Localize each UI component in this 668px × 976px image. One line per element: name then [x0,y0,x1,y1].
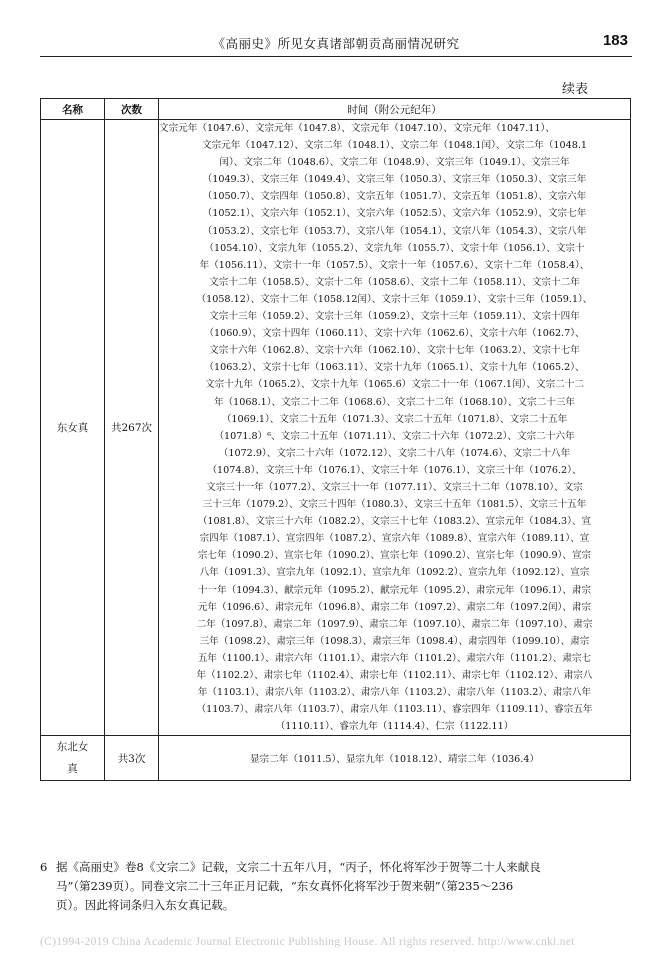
date-line: 文宗三十一年（1077.2）、文宗三十一年（1077.11）、文宗三十二年（1078.10）、文宗 [206,481,583,493]
date-line: 年（1068.1）、文宗二十二年（1068.6）、文宗二十二年（1068.10）、文宗二十三年 [213,396,576,408]
date-line: （1081.8）、文宗三十六年（1082.2）、文宗三十七年（1083.2）、宣宗元年（1084.3）、宣 [197,516,592,528]
copyright-watermark: (C)1994-2019 China Academic Journal Electronic Publishing House. All rights reserved. http://www.cnki.net [40,936,575,948]
date-line: （1069.1）、文宗二十五年（1071.3）、文宗二十五年（1071.8）、文宗二十五年 [221,413,568,425]
date-line: （1058.12）、文宗十二年（1058.12闰）、文宗十三年（1059.1）、文宗十三年（1059.1）、 [196,293,593,305]
tribute-count: 共267次 [105,120,159,736]
tribute-dates [159,120,631,736]
tribe-name-line: 东北女 [56,741,89,754]
footnote-line [40,858,630,877]
date-line: （1054.10）、文宗九年（1055.2）、文宗九年（1055.7）、文宗十年（1056.1）、文宗十 [204,242,585,254]
date-line: 三十三年（1079.2）、文宗三十四年（1080.3）、文宗三十五年（1081.5）、文宗三十五年 [202,499,587,511]
footnote-text: 据《高丽史》卷8《文宗二》记载，文宗二十五年八月，“丙子，怀化将军沙于贺等二十人来献良 [56,860,541,874]
date-line: （1060.9）、文宗十四年（1060.11）、文宗十六年（1062.6）、文宗十六年（1062.7）、 [204,328,585,340]
footnote-text: 页）。因此将词条归入东女真记载。 [56,898,235,912]
footnote-line [40,877,630,896]
footnote-number: 6 [40,860,48,874]
date-line: 元年（1096.6）、肃宗元年（1096.8）、肃宗二年（1097.2）、肃宗二年（1097.2闰）、肃宗 [197,601,592,613]
date-line: （1072.9）、文宗二十六年（1072.12）、文宗二十八年（1074.6）、文宗二十八年 [218,447,571,459]
header-count: 次数 [105,99,159,120]
tribute-table [40,98,631,781]
tribute-count: 共3次 [105,736,159,781]
running-header [40,32,632,57]
date-line: （1049.3）、文宗三年（1049.4）、文宗三年（1050.3）、文宗三年（1050.3）、文宗三年 [202,174,587,186]
date-line: （1074.8）、文宗三十年（1076.1）、文宗三十年（1076.1）、文宗三十年（1076.2）、 [207,464,582,476]
date-line: 文宗十三年（1059.2）、文宗十三年（1059.2）、文宗十三年（1059.11）、文宗十四年 [209,311,580,323]
date-line: 文宗十六年（1062.8）、文宗十六年（1062.10）、文宗十七年（1063.2）、文宗十七年 [209,345,580,357]
table-row-east-jurchen [41,120,631,736]
header-time: 时间（附公元纪年） [159,99,631,120]
header-name: 名称 [41,99,105,120]
table-header-row [41,99,631,120]
page-number: 183 [602,32,628,49]
date-line: 文宗元年（1047.12）、文宗二年（1048.1）、文宗二年（1048.1闰）、文宗二年（1048.1 [201,140,587,152]
date-line: （1110.11）、睿宗九年（1114.4）、仁宗（1122.11） [275,721,514,733]
date-line: 五年（1100.1）、肃宗六年（1101.1）、肃宗六年（1101.2）、肃宗六年（1101.2）、肃宗七 [197,652,592,664]
date-line: （1052.1）、文宗六年（1052.1）、文宗六年（1052.5）、文宗六年（1052.9）、文宗七年 [202,208,587,220]
date-line: 闰）、文宗二年（1048.6）、文宗二年（1048.9）、文宗三年（1049.1）、文宗三年 [219,157,570,169]
date-line: 二年（1097.8）、肃宗二年（1097.9）、肃宗二年（1097.10）、肃宗二年（1097.10）、肃宗 [196,618,593,630]
date-line: （1050.7）、文宗四年（1050.8）、文宗五年（1051.7）、文宗五年（1051.8）、文宗六年 [202,191,587,203]
date-line: 三年（1098.2）、肃宗三年（1098.3）、肃宗三年（1098.4）、肃宗四年（1099.10）、肃宗 [199,635,590,647]
table-row-northeast-jurchen [41,736,631,781]
date-line: 年（1056.11）、文宗十一年（1057.5）、文宗十一年（1057.6）、文宗十二年（1058.4）、 [199,259,590,271]
tribute-dates: 显宗二年（1011.5）、显宗九年（1018.12）、靖宗二年（1036.4） [159,736,631,781]
running-title: 《高丽史》所见女真诸部朝贡高丽情况研究 [212,36,460,51]
date-line: 八年（1091.3）、宣宗九年（1092.1）、宣宗九年（1092.2）、宣宗九年（1092.12）、宣宗 [199,567,590,579]
date-line: （1071.8）⁶、文宗二十五年（1071.11）、文宗二十六年（1072.2）、文宗二十六年 [214,430,575,442]
date-line: （1063.2）、文宗十七年（1063.11）、文宗十九年（1065.1）、文宗十九年（1065.2）、 [204,362,585,374]
tribe-name [41,736,105,781]
footnote-text: 马”（第239页）。同卷文宗二十三年正月记载，“东女真怀化将军沙于贺来朝”（第235～236 [56,879,514,893]
date-line: （1053.2）、文宗七年（1053.7）、文宗八年（1054.1）、文宗八年（1054.3）、文宗八年 [202,225,587,237]
date-line: 文宗十二年（1058.5）、文宗十二年（1058.6）、文宗十二年（1058.11）、文宗十二年 [209,276,580,288]
continued-table-label: 续表 [561,82,588,97]
footnote-line [40,896,630,915]
footnote [40,858,630,915]
date-line: 十一年（1094.3）、献宗元年（1095.2）、献宗元年（1095.2）、肃宗元年（1096.1）、肃宗 [197,584,592,596]
date-line: 年（1103.1）、肃宗八年（1103.2）、肃宗八年（1103.2）、肃宗八年（1103.2）、肃宗八年 [197,687,592,699]
date-line: （1103.7）、肃宗八年（1103.7）、肃宗八年（1103.11）、睿宗四年（1109.11）、睿宗五年 [196,704,593,716]
date-line: 文宗元年（1047.6）、文宗元年（1047.8）、文宗元年（1047.10）、文宗元年（1047.11）、 [159,123,555,134]
date-line: 宗四年（1087.1）、宣宗四年（1087.2）、宣宗六年（1089.8）、宣宗六年（1089.11）、宣 [199,533,590,545]
date-line: 文宗十九年（1065.2）、文宗十九年（1065.6）文宗二十一年（1067.1闰）、文宗二十二 [205,379,584,391]
date-line: 宗七年（1090.2）、宣宗七年（1090.2）、宣宗七年（1090.2）、宣宗七年（1090.9）、宣宗 [197,550,592,562]
tribe-name: 东女真 [41,120,105,736]
tribe-name-line: 真 [67,763,78,776]
date-line: 年（1102.2）、肃宗七年（1102.4）、肃宗七年（1102.11）、肃宗七年（1102.12）、肃宗八 [196,670,593,681]
